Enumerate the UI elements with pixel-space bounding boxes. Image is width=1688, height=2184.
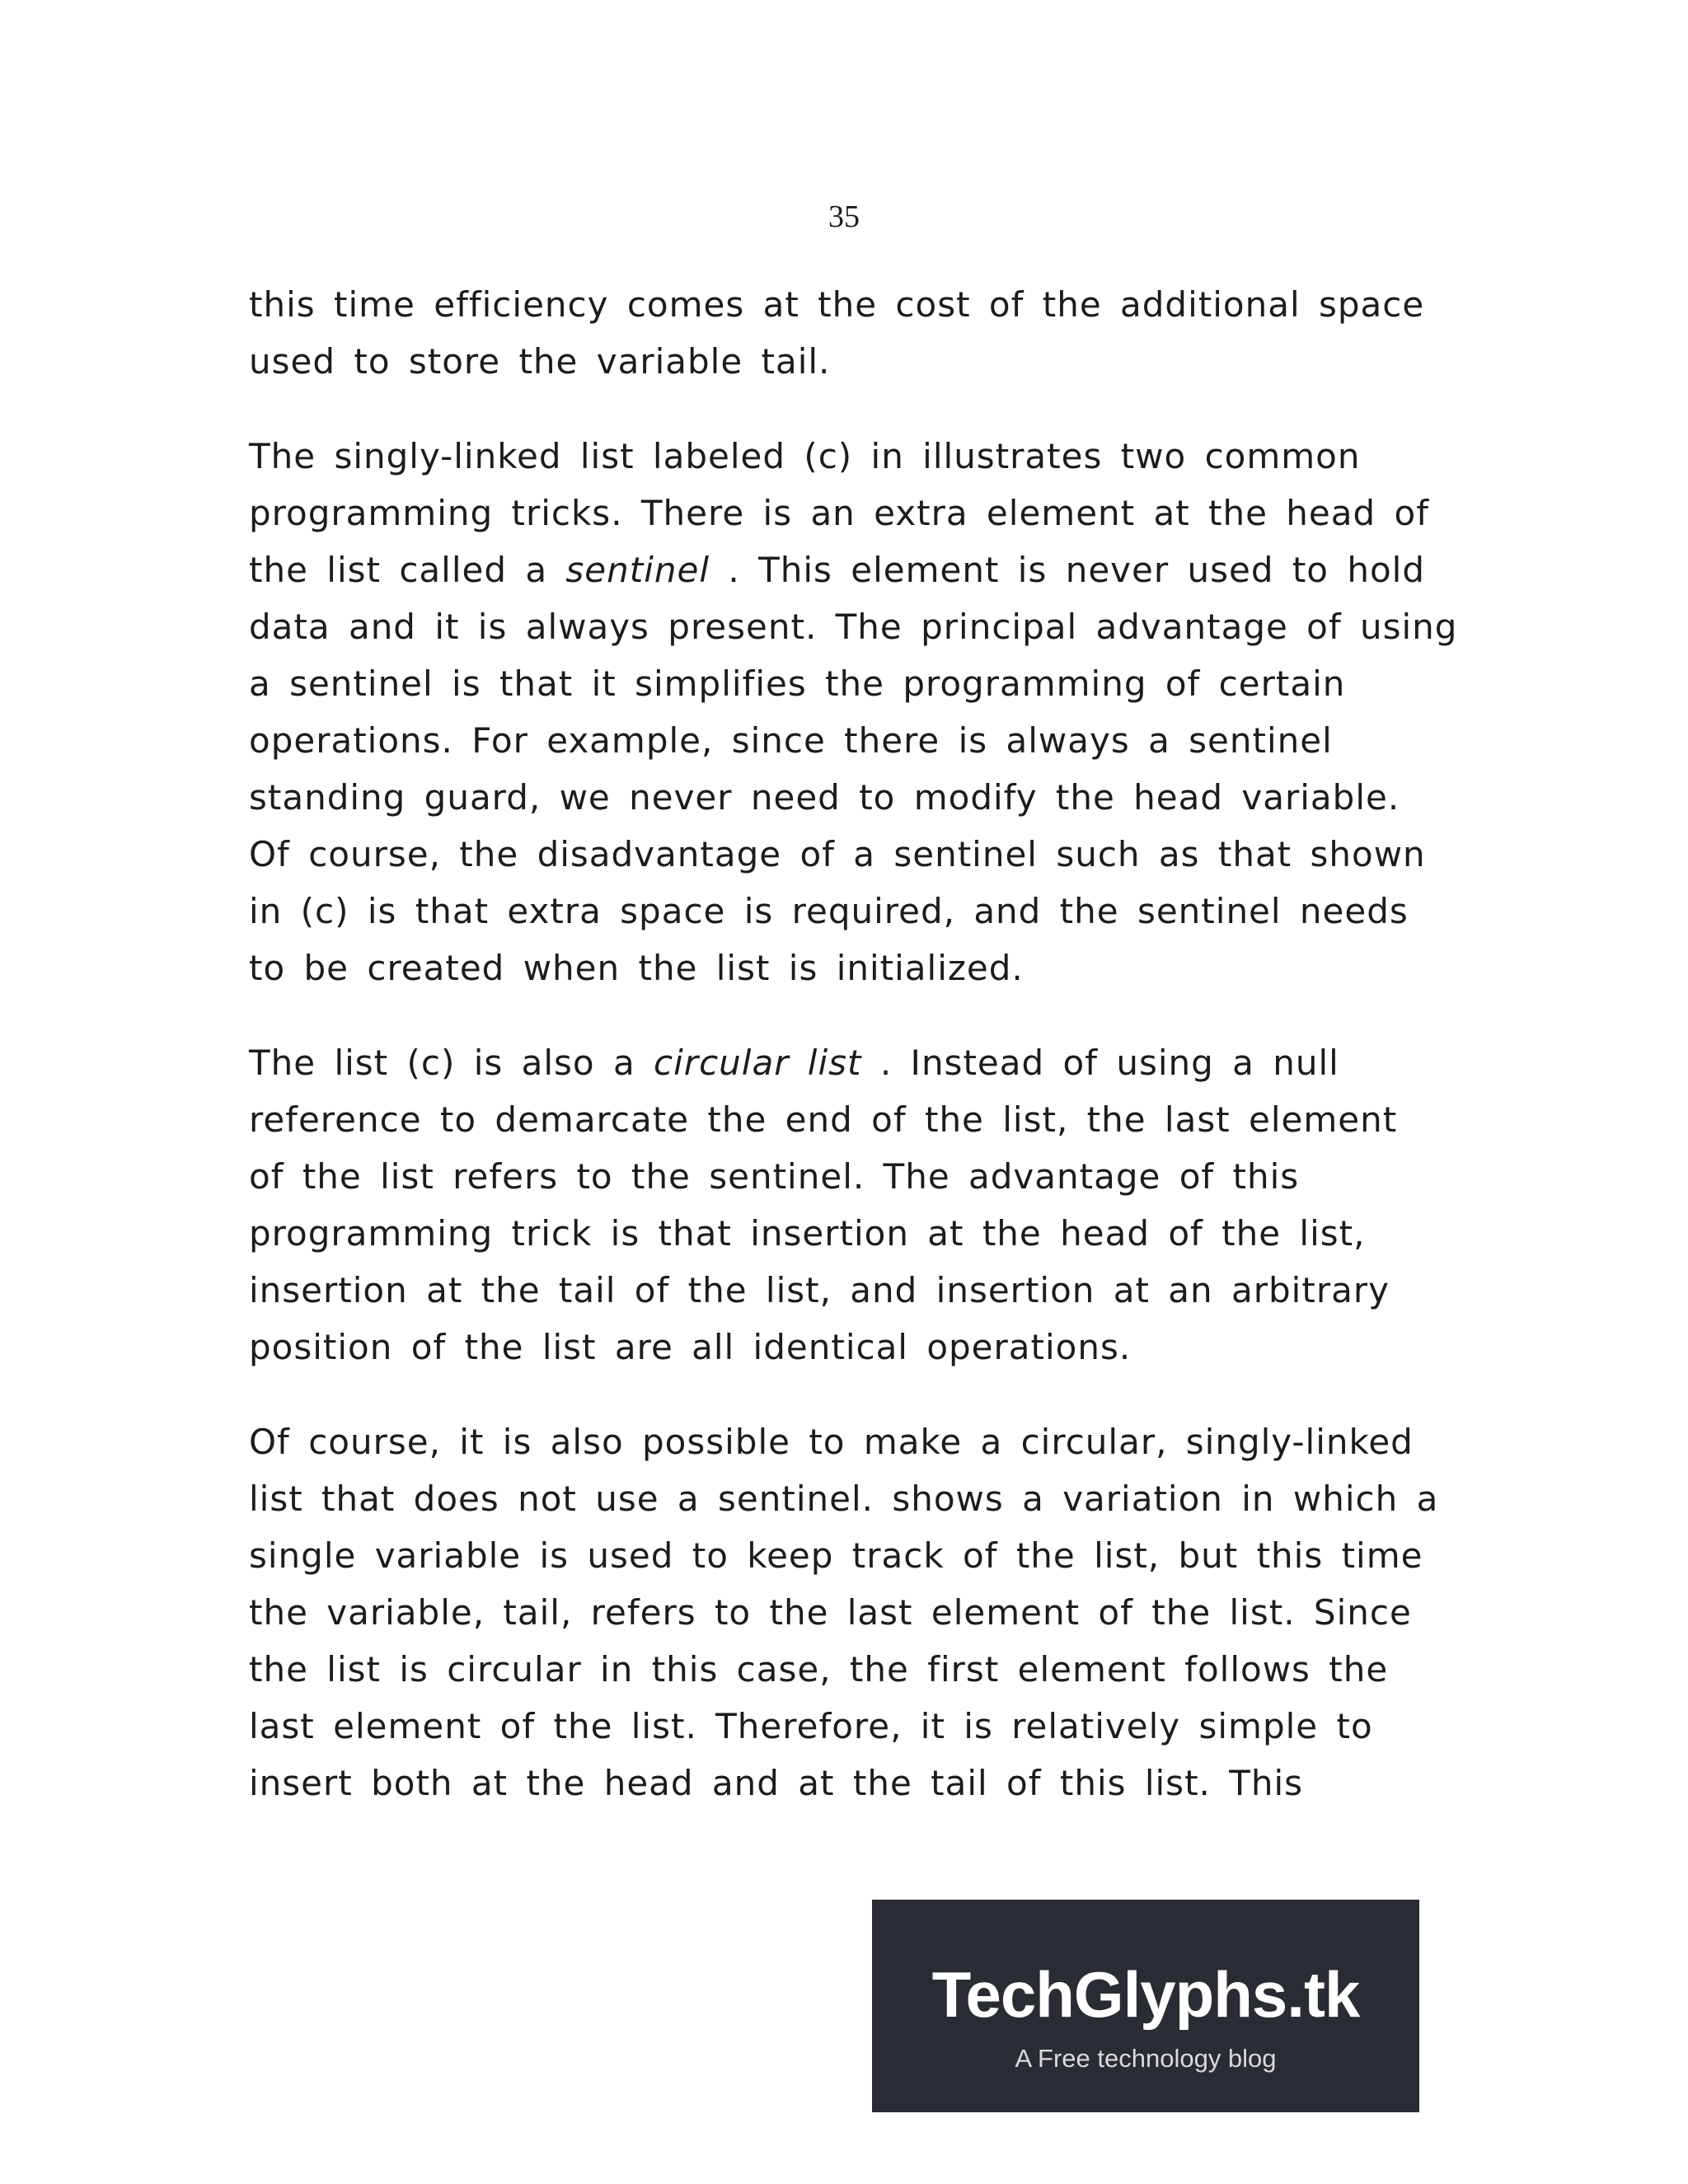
page-number: 35	[828, 199, 860, 234]
text-run: . Instead of using a null	[861, 1043, 1339, 1083]
text-line: programming trick is that insertion at the head of the list,	[249, 1213, 1366, 1254]
text-line: in (c) is that extra space is required, and the sentinel needs	[249, 891, 1409, 931]
text-line: position of the list are all identical operations.	[249, 1327, 1132, 1367]
paragraph	[249, 1413, 1461, 1811]
text-line: operations. For example, since there is always a sentinel	[249, 720, 1333, 761]
text-line: this time efficiency comes at the cost of the additional space	[249, 284, 1425, 325]
logo-tagline: A Free technology blog	[1015, 2044, 1277, 2073]
text-line: last element of the list. Therefore, it is relatively simple to	[249, 1706, 1373, 1746]
emphasized-term: sentinel	[565, 550, 710, 590]
text-line: the list is circular in this case, the first element follows the	[249, 1649, 1389, 1690]
text-line: The singly-linked list labeled (c) in illustrates two common	[249, 436, 1361, 476]
text-line: standing guard, we never need to modify the head variable.	[249, 777, 1400, 818]
text-line: reference to demarcate the end of the list, the last element	[249, 1099, 1398, 1140]
text-line	[249, 1034, 1461, 1091]
text-line	[249, 541, 1461, 598]
text-line: insertion at the tail of the list, and insertion at an arbitrary	[249, 1270, 1390, 1310]
text-line: of the list refers to the sentinel. The advantage of this	[249, 1156, 1300, 1197]
text-line: data and it is always present. The principal advantage of using	[249, 607, 1458, 647]
text-line: single variable is used to keep track of the list, but this time	[249, 1535, 1423, 1576]
text-line: list that does not use a sentinel. shows a variation in which a	[249, 1479, 1439, 1519]
text-run: the list called a	[249, 550, 566, 590]
text-line: Of course, it is also possible to make a circular, singly-linked	[249, 1422, 1414, 1462]
paragraph	[249, 276, 1461, 390]
logo-banner	[872, 1900, 1419, 2112]
paragraph	[249, 428, 1461, 996]
emphasized-term: circular list	[654, 1043, 862, 1083]
text-line: used to store the variable tail.	[249, 341, 831, 382]
text-line: programming tricks. There is an extra element at the head of	[249, 493, 1429, 533]
logo-title: TechGlyphs.tk	[931, 1958, 1360, 2031]
text-line: the variable, tail, refers to the last element of the list. Since	[249, 1592, 1412, 1633]
text-line: a sentinel is that it simplifies the programming of certain	[249, 663, 1346, 704]
text-run: The list (c) is also a	[249, 1043, 654, 1083]
text-line: to be created when the list is initialized.	[249, 948, 1024, 988]
body-text	[249, 276, 1461, 1849]
text-run: . This element is never used to hold	[710, 550, 1425, 590]
text-line: Of course, the disadvantage of a sentinel such as that shown	[249, 834, 1426, 874]
text-line: insert both at the head and at the tail of this list. This	[249, 1763, 1304, 1803]
paragraph	[249, 1034, 1461, 1376]
